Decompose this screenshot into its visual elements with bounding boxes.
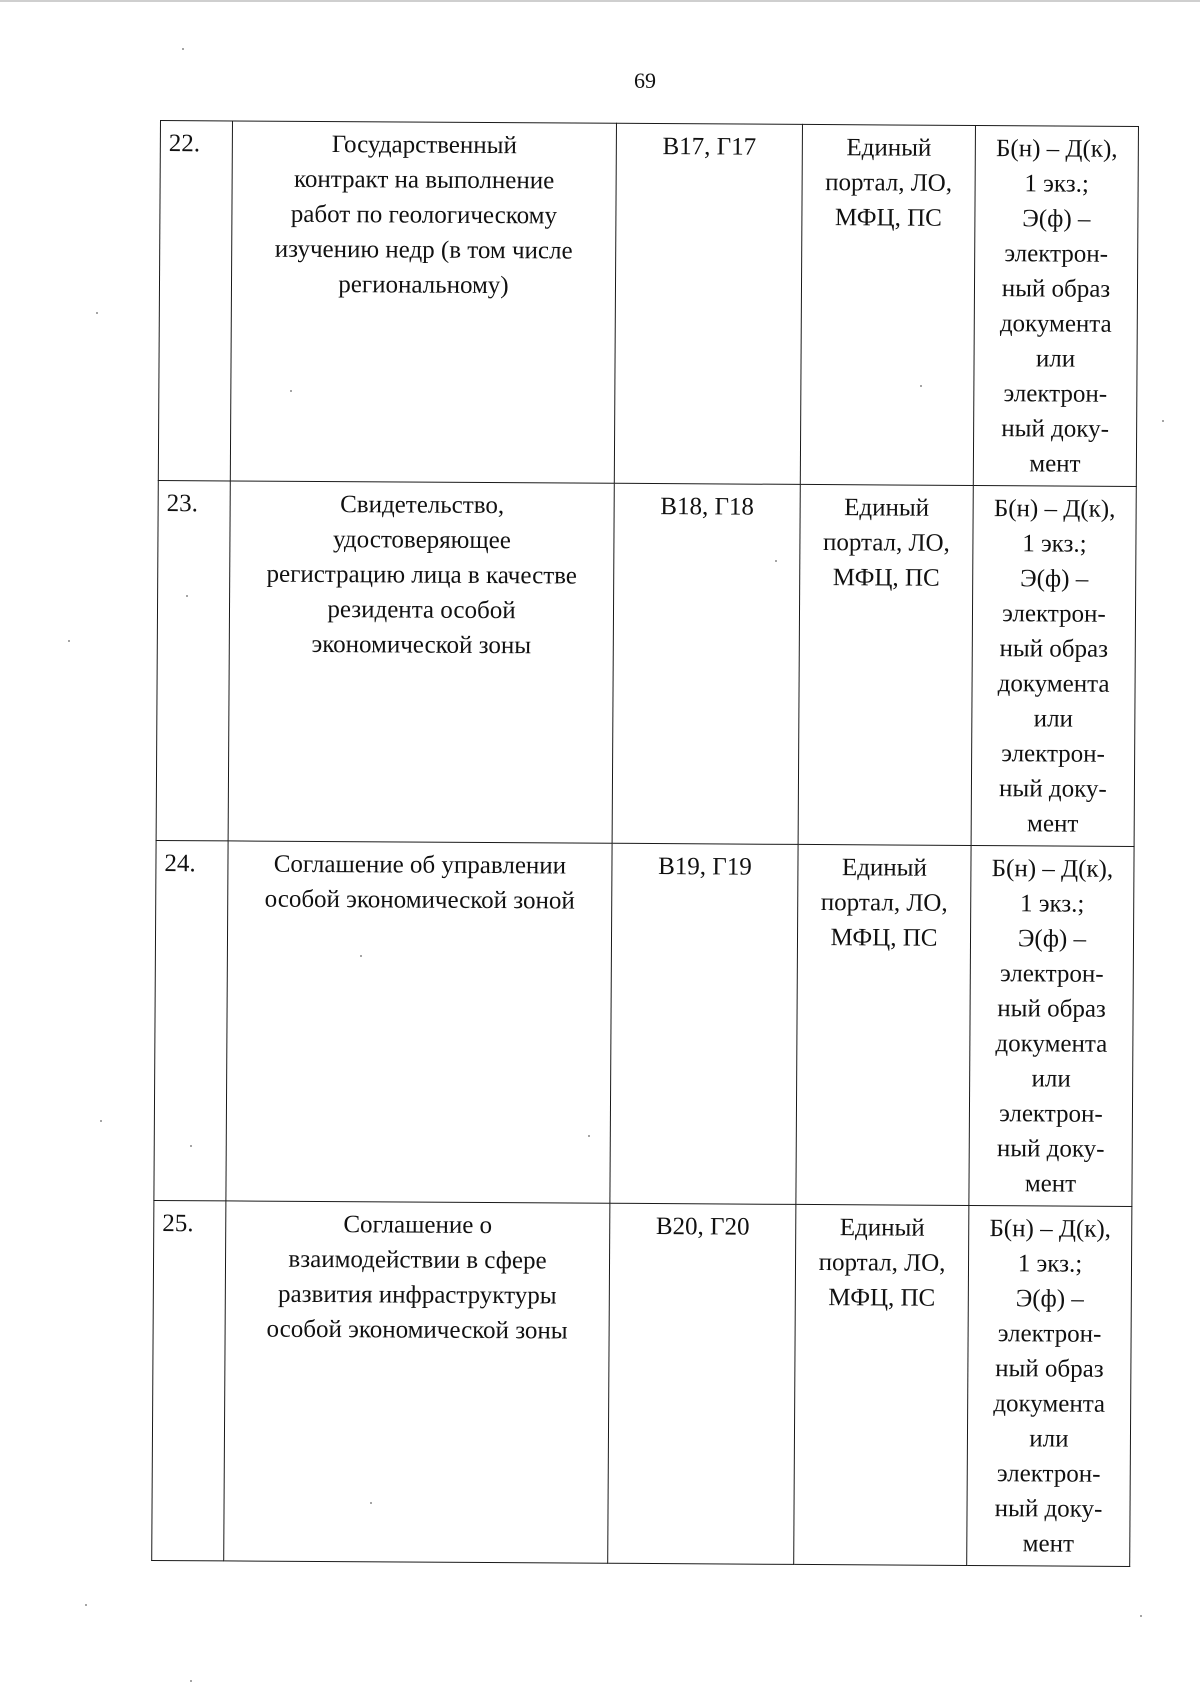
document-code: В20, Г20 [655,1213,750,1241]
document-code-cell [612,483,800,844]
submission-channel-cell [798,484,973,845]
row-number-cell [158,121,232,481]
scan-speck [1140,1615,1142,1617]
scan-edge [0,0,1200,2]
row-number-cell [152,1200,226,1560]
table-row [152,1200,1132,1566]
row-number: 25. [162,1210,194,1238]
document-name: Соглашение о взаимодействии в сфере развития инфраструктуры особой экономической зоны [266,1211,568,1345]
document-format: Б(н) – Д(к), 1 экз.; Э(ф) – электрон- ный образ документа или электрон- ный доку- мент [993,495,1116,838]
page-number: 69 [634,68,656,93]
document-format: Б(н) – Д(к), 1 экз.; Э(ф) – электрон- ный образ документа или электрон- ный доку- мент [991,855,1114,1198]
scan-speck [360,955,362,957]
document-code-cell [608,1203,796,1564]
document-format-cell [971,485,1136,846]
scan-speck [96,312,98,314]
submission-channel-cell [800,124,975,485]
table-row [158,121,1138,487]
submission-channel: Единый портал, ЛО, МФЦ, ПС [818,1214,946,1312]
submission-channel: Единый портал, ЛО, МФЦ, ПС [820,854,948,952]
row-number: 23. [166,490,198,518]
scan-speck [100,1120,102,1122]
document-format: Б(н) – Д(к), 1 экз.; Э(ф) – электрон- ный образ документа или электрон- ный доку- мент [996,135,1118,478]
scan-speck [85,1604,87,1606]
document-format-cell [973,125,1138,486]
scan-speck [290,390,292,392]
document-format-cell [969,845,1134,1206]
document-format-cell [967,1205,1132,1566]
scan-speck [588,1135,590,1137]
document-name: Соглашение об управлении особой экономической зоной [264,850,575,915]
submission-channel: Единый портал, ЛО, МФЦ, ПС [825,134,953,232]
row-number: 22. [168,130,201,158]
document-table [151,120,1139,1567]
submission-channel-cell [794,1204,969,1565]
document-name-cell [224,1201,610,1563]
table-row [156,480,1136,846]
scan-speck [182,48,184,50]
scan-speck [920,385,922,387]
document-code: В18, Г18 [660,493,755,521]
scan-speck [775,560,777,562]
document-name-cell [226,841,612,1203]
document-name-cell [230,121,616,483]
document-name-cell [228,481,614,843]
document-code-cell [610,843,798,1204]
document-name: Свидетельство, удостоверяющее регистрацию лица в качестве резидента особой экономической зоны [266,491,578,660]
document-code: В19, Г19 [658,853,752,881]
document-name: Государственный контракт на выполнение работ по геологическому изучению недр (в том числе региональному) [274,131,573,300]
scan-speck [68,640,70,642]
submission-channel: Единый портал, ЛО, МФЦ, ПС [822,494,950,592]
document-code: В17, Г17 [662,133,757,161]
table-row [154,840,1134,1206]
scan-speck [186,595,188,597]
scan-speck [190,1680,192,1682]
document-format: Б(н) – Д(к), 1 экз.; Э(ф) – электрон- ный образ документа или электрон- ный доку- мент [989,1215,1112,1558]
document-code-cell [614,123,802,484]
scan-speck [190,1145,192,1147]
submission-channel-cell [796,844,971,1205]
row-number-cell [156,480,230,840]
scan-speck [1162,420,1164,422]
scan-speck [370,1502,372,1504]
row-number: 24. [164,850,196,878]
